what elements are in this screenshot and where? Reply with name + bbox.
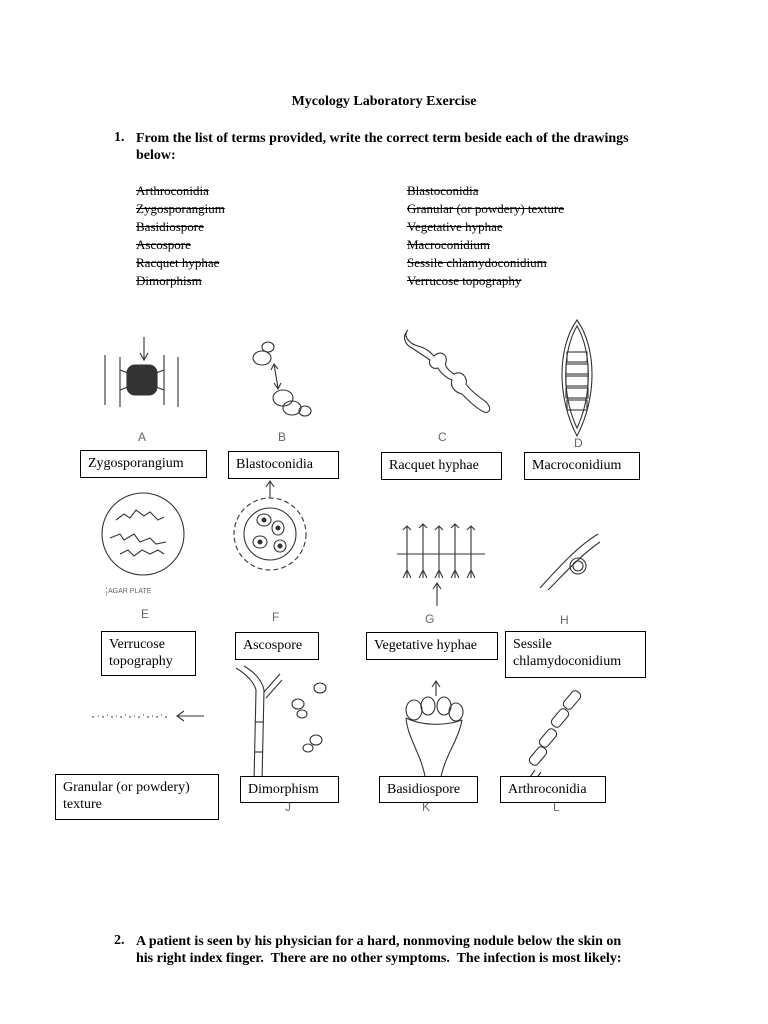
term-item: Basidiospore (136, 219, 204, 234)
drawing-g-vegetative-hyphae (395, 520, 490, 610)
question-2-number: 2. (114, 933, 125, 948)
drawing-b-blastoconidia (248, 340, 318, 425)
figure-letter: L (553, 800, 560, 814)
question-1-number: 1. (114, 130, 125, 145)
drawing-i-granular-texture (88, 706, 206, 726)
drawing-d-macroconidium (552, 318, 602, 438)
figure-letter: F (272, 610, 280, 624)
answer-box-j[interactable]: Dimorphism (240, 776, 339, 803)
question-2-line2: his right index finger. There are no other symptoms. The infection is most likely: (136, 951, 622, 966)
answer-box-e[interactable]: Verrucose topography (101, 631, 196, 676)
agar-plate-caption (106, 584, 107, 598)
figure-letter: C (438, 430, 447, 444)
figure-letter: E (141, 607, 150, 621)
term-item: Ascospore (136, 237, 191, 252)
drawing-f-ascospore (230, 480, 315, 580)
term-item: Arthroconidia (136, 183, 209, 198)
figure-letter: B (278, 430, 287, 444)
question-1-line1: From the list of terms provided, write the correct term beside each of the drawings (136, 131, 629, 146)
question-1-line2: below: (136, 148, 176, 163)
answer-box-g[interactable]: Vegetative hyphae (366, 632, 498, 660)
question-2-text (136, 933, 696, 967)
figure-letter: K (422, 800, 431, 814)
drawing-e-verrucose-topography (96, 490, 191, 600)
answer-box-i[interactable]: Granular (or powdery) texture (55, 774, 219, 820)
answer-box-h[interactable]: Sessile chlamydoconidium (505, 631, 646, 678)
term-item: Zygosporangium (136, 201, 225, 216)
figure-letter: D (574, 436, 583, 450)
figure-letter: J (285, 800, 291, 814)
drawing-k-basidiospore (392, 680, 472, 785)
drawing-c-racquet-hyphae (400, 322, 500, 417)
drawing-a-zygosporangium (100, 335, 190, 415)
term-list-right (407, 182, 564, 290)
answer-box-b[interactable]: Blastoconidia (228, 451, 339, 479)
term-item: Granular (or powdery) texture (407, 201, 565, 216)
question-2-line1: A patient is seen by his physician for a hard, nonmoving nodule below the skin on (136, 934, 622, 949)
figure-letter: A (138, 430, 147, 444)
term-item: Sessile chlamydoconidium (407, 255, 547, 270)
drawing-j-dimorphism (232, 662, 332, 792)
term-item: Verrucose topography (407, 273, 522, 288)
page-title: Mycology Laboratory Exercise (291, 94, 477, 109)
term-item: Dimorphism (136, 273, 202, 288)
answer-box-k[interactable]: Basidiospore (379, 776, 478, 803)
question-1-text (136, 130, 696, 164)
figure-letter: H (560, 613, 569, 627)
term-item: Vegetative hyphae (407, 219, 503, 234)
svg-text:AGAR PLATE: AGAR PLATE (108, 588, 152, 595)
answer-box-l[interactable]: Arthroconidia (500, 776, 606, 803)
drawing-h-sessile-chlamydoconidium (538, 530, 603, 595)
answer-box-a[interactable]: Zygosporangium (80, 450, 207, 478)
answer-box-c[interactable]: Racquet hyphae (381, 452, 502, 480)
term-list-left (136, 182, 225, 290)
term-item: Racquet hyphae (136, 255, 220, 270)
term-item: Macroconidium (407, 237, 491, 252)
figure-letter: I (137, 800, 141, 814)
figure-letter: G (425, 612, 435, 626)
term-item: Blastoconidia (407, 183, 479, 198)
answer-box-f[interactable]: Ascospore (235, 632, 319, 660)
answer-box-d[interactable]: Macroconidium (524, 452, 640, 480)
